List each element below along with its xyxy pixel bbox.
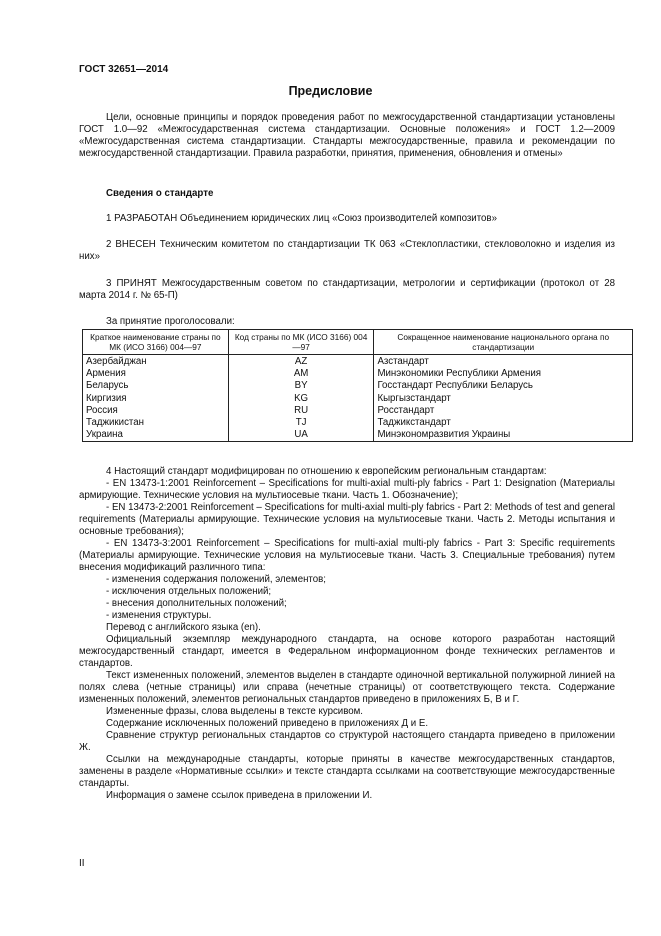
replacement-note: Информация о замене ссылок приведена в приложении И. bbox=[106, 790, 373, 801]
modification-item: - внесения дополнительных положений; bbox=[106, 598, 287, 609]
italic-note: Измененные фразы, слова выделены в тексте курсивом. bbox=[106, 706, 363, 717]
item-3: 3 ПРИНЯТ Межгосударственным советом по стандартизации, метрологии и сертификации (протокол от 28 марта 2014 г. № 65-П) bbox=[79, 278, 615, 301]
code-cell: TJ bbox=[228, 417, 374, 429]
excluded-note: Содержание исключенных положений приведено в приложениях Д и Е. bbox=[106, 718, 429, 729]
changes-marking-note: Текст измененных положений, элементов выделен в стандарте одиночной вертикальной полужирной линией на полях слева (четные страницы) или справа (нечетные страницы) от соответствующего текста. Содержание измененных положений, элементов региональных стандартов приведено в приложениях Б, В и Г. bbox=[79, 670, 615, 705]
en-13473-1: - EN 13473-1:2001 Reinforcement – Specifications for multi-axial multi-ply fabrics - Part 1: Designation (Материалы армирующие. Технические условия на мультиосевые ткани. Часть 1. Обозначение); bbox=[79, 478, 615, 501]
item-4-lead: 4 Настоящий стандарт модифицирован по отношению к европейским региональным стандартам: bbox=[106, 466, 547, 477]
item-2: 2 ВНЕСЕН Техническим комитетом по стандартизации ТК 063 «Стеклопластики, стекловолокно и изделия из них» bbox=[79, 239, 615, 262]
table-row bbox=[83, 429, 633, 442]
body-cell: Азстандарт bbox=[374, 355, 633, 369]
table-row bbox=[83, 355, 633, 369]
country-cell: Киргизия bbox=[83, 393, 229, 405]
section-title: Сведения о стандарте bbox=[106, 188, 214, 199]
modification-item: - изменения структуры. bbox=[106, 610, 212, 621]
en-13473-2: - EN 13473-2:2001 Reinforcement – Specifications for multi-axial multi-ply fabrics - Part 2: Methods of test and general requirements (Материалы армирующие. Технические условия на мультиосевые ткани. Часть 2. Методы испытания и основные требования); bbox=[79, 502, 615, 537]
modification-item: - исключения отдельных положений; bbox=[106, 586, 272, 597]
translation-note: Перевод с английского языка (en). bbox=[106, 622, 261, 633]
code-cell: BY bbox=[228, 380, 374, 392]
structure-note: Сравнение структур региональных стандартов со структурой настоящего стандарта приведено в приложении Ж. bbox=[79, 730, 615, 753]
intro-block bbox=[79, 112, 615, 160]
code-cell: AM bbox=[228, 368, 374, 380]
section-block bbox=[79, 188, 615, 200]
country-cell: Украина bbox=[83, 429, 229, 442]
item3-block bbox=[79, 278, 615, 302]
table-row bbox=[83, 393, 633, 405]
modification-item: - изменения содержания положений, элементов; bbox=[106, 574, 326, 585]
country-cell: Россия bbox=[83, 405, 229, 417]
item-1: 1 РАЗРАБОТАН Объединением юридических лиц «Союз производителей композитов» bbox=[106, 213, 497, 224]
body-cell: Таджикстандарт bbox=[374, 417, 633, 429]
code-cell: RU bbox=[228, 405, 374, 417]
code-cell: KG bbox=[228, 393, 374, 405]
table-row bbox=[83, 380, 633, 392]
body-cell: Кыргызстандарт bbox=[374, 393, 633, 405]
standard-code: ГОСТ 32651—2014 bbox=[79, 64, 169, 75]
column-header-country: Краткое наименование страны по МК (ИСО 3166) 004—97 bbox=[83, 330, 229, 355]
official-copy-note: Официальный экземпляр международного стандарта, на основе которого разработан настоящий межгосударственный стандарт, имеется в Федеральном информационном фонде технических регламентов и стандартов. bbox=[79, 634, 615, 669]
table-row bbox=[83, 405, 633, 417]
vote-block bbox=[79, 316, 615, 328]
body-cell: Минэкономразвития Украины bbox=[374, 429, 633, 442]
item2-block bbox=[79, 239, 615, 263]
country-cell: Беларусь bbox=[83, 380, 229, 392]
page-title: Предисловие bbox=[288, 84, 373, 98]
item1-block bbox=[79, 213, 615, 225]
countries-table bbox=[82, 329, 633, 442]
references-note: Ссылки на международные стандарты, которые приняты в качестве межгосударственных стандартов, заменены в разделе «Нормативные ссылки» и тексте стандарта ссылками на соответствующие межгосударственные стандарты. bbox=[79, 754, 615, 789]
table-header-row bbox=[83, 330, 633, 355]
page-number: II bbox=[79, 858, 85, 869]
column-header-body: Сокращенное наименование национального органа по стандартизации bbox=[374, 330, 633, 355]
column-header-code: Код страны по МК (ИСО 3166) 004—97 bbox=[228, 330, 374, 355]
en-13473-3: - EN 13473-3:2001 Reinforcement – Specifications for multi-axial multi-ply fabrics - Part 3: Specific requirements (Материалы армирующие. Технические условия на мультиосевые ткани. Часть 3. Специальные требования) путем внесения модификаций различного типа: bbox=[79, 538, 615, 573]
country-cell: Армения bbox=[83, 368, 229, 380]
item4-block bbox=[79, 466, 615, 802]
country-cell: Азербайджан bbox=[83, 355, 229, 369]
body-cell: Минэкономики Республики Армения bbox=[374, 368, 633, 380]
table-row bbox=[83, 368, 633, 380]
vote-intro: За принятие проголосовали: bbox=[106, 316, 235, 327]
country-cell: Таджикистан bbox=[83, 417, 229, 429]
code-cell: AZ bbox=[228, 355, 374, 369]
body-cell: Госстандарт Республики Беларусь bbox=[374, 380, 633, 392]
table-row bbox=[83, 417, 633, 429]
code-cell: UA bbox=[228, 429, 374, 442]
body-cell: Росстандарт bbox=[374, 405, 633, 417]
intro-paragraph: Цели, основные принципы и порядок проведения работ по межгосударственной стандартизации установлены ГОСТ 1.0—92 «Межгосударственная система стандартизации. Основные положения» и ГОСТ 1.2—2009 «Межгосударственная система стандартизации. Стандарты межгосударственные, правила и рекомендации по межгосударственной стандартизации. Правила разработки, принятия, применения, обновления и отмены» bbox=[79, 112, 615, 159]
